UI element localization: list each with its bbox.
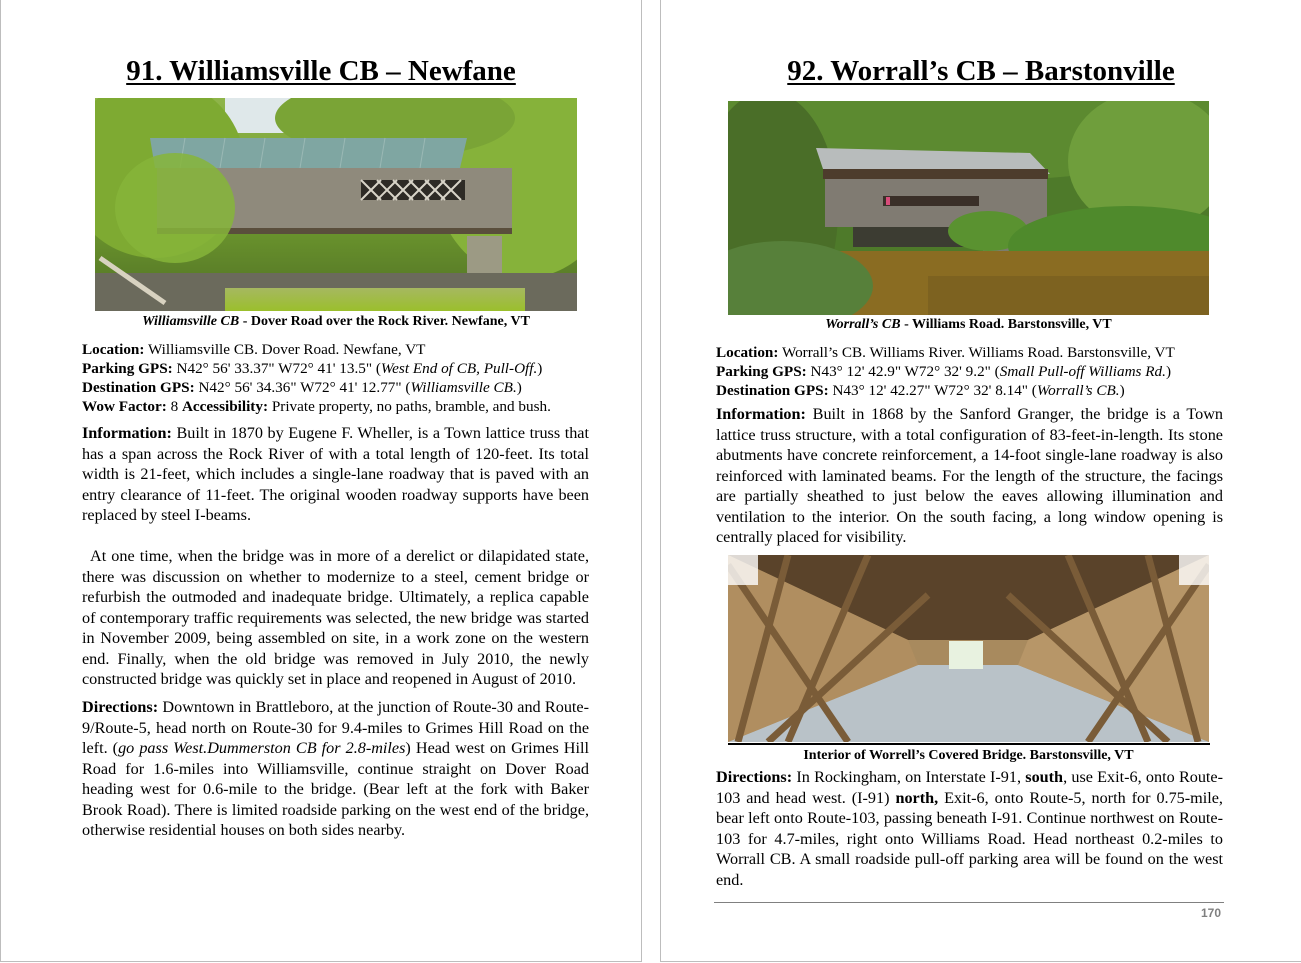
- directions-text: Downtown in Brattleboro, at the junction of Route-30 and Route-9/Route-5, head north on Route-30 for 9.4-miles to Grimes Hill Road on the left. (: [82, 698, 589, 757]
- destination-gps-note: Worrall’s CB.: [1036, 382, 1120, 399]
- information-label: Information:: [82, 424, 172, 442]
- directions-text-3: Exit-6, onto Route-5, north for 0.75-mile, bear left onto Route-103, passing beneath I-91. Continue northwest on Route-103 for 4.7-miles, right onto Williams Road. Head northeast 0.2-miles to Worrall CB. A small roadside pull-off parking area will be found on the west end.: [716, 788, 1223, 889]
- directions-paragraph: [716, 767, 1223, 890]
- left-page: [0, 0, 642, 962]
- parking-gps-note: West End of CB, Pull-Off.: [380, 360, 538, 377]
- accessibility-label: Accessibility:: [181, 398, 269, 415]
- interior-photo: [728, 555, 1209, 742]
- parking-gps-line: [82, 359, 602, 378]
- page-number: 170: [1200, 906, 1221, 920]
- right-page: [660, 0, 1301, 962]
- parking-gps-label: Parking GPS:: [82, 360, 173, 377]
- parking-gps-value: N42° 56' 33.37" W72° 41' 13.5" (: [172, 360, 381, 377]
- accessibility-value: Private property, no paths, bramble, and bush.: [268, 398, 551, 415]
- caption-bridge-name: Worrall’s CB: [825, 317, 901, 332]
- information-text: Built in 1870 by Eugene F. Wheller, is a Town lattice truss that has a span across the Rock River of with a total length of 120-feet. Its total width is 21-feet, which includes a single-lane roadway that is paved with an entry clearance of 11-feet. The original wooden roadway supports have been replaced by steel I-beams.: [82, 424, 589, 524]
- photo-caption: [95, 314, 577, 330]
- bridge-details: [716, 343, 1236, 400]
- directions-label: Directions:: [82, 698, 159, 716]
- parking-gps-close: ): [537, 360, 543, 377]
- caption-text: - Dover Road over the Rock River. Newfane, VT: [239, 314, 530, 329]
- directions-label: Directions:: [716, 768, 793, 786]
- page-title: 91. Williamsville CB – Newfane: [126, 55, 516, 87]
- destination-gps-label: Destination GPS:: [82, 379, 195, 396]
- directions-south: south: [1025, 768, 1064, 786]
- parking-gps-label: Parking GPS:: [716, 363, 807, 380]
- directions-north: north,: [895, 788, 939, 807]
- directions-text: In Rockingham, on Interstate I-91,: [792, 768, 1026, 786]
- directions-paragraph: [82, 697, 589, 841]
- destination-gps-close: ): [1119, 382, 1125, 399]
- information-label: Information:: [716, 405, 806, 423]
- destination-gps-note: Williamsville CB.: [410, 379, 517, 396]
- bridge-interior-image: [728, 555, 1209, 742]
- covered-bridge-photo: [728, 101, 1209, 315]
- caption-bridge-name: Williamsville CB: [142, 314, 240, 329]
- page-title: 92. Worrall’s CB – Barstonville: [787, 55, 1175, 87]
- interior-photo-caption: Interior of Worrell’s Covered Bridge. Barstonsville, VT: [803, 748, 1134, 763]
- image-divider: [728, 743, 1210, 745]
- worralls-bridge-image: [728, 101, 1209, 315]
- covered-bridge-photo: [95, 98, 577, 311]
- location-label: Location:: [82, 341, 145, 358]
- destination-gps-value: N42° 56' 34.36" W72° 41' 12.77" (: [194, 379, 411, 396]
- parking-gps-line: [716, 362, 1236, 381]
- williamsville-bridge-image: [95, 98, 577, 311]
- information-paragraph: [716, 404, 1223, 548]
- location-value: Worrall’s CB. Williams River. Williams Road. Barstonsville, VT: [778, 344, 1175, 361]
- wow-factor-line: [82, 397, 602, 416]
- location-value: Williamsville CB. Dover Road. Newfane, VT: [144, 341, 426, 358]
- destination-gps-label: Destination GPS:: [716, 382, 829, 399]
- destination-gps-value: N43° 12' 42.27" W72° 32' 8.14" (: [828, 382, 1037, 399]
- caption-text: - Williams Road. Barstonsville, VT: [900, 317, 1112, 332]
- location-label: Location:: [716, 344, 779, 361]
- parking-gps-note: Small Pull-off Williams Rd.: [999, 363, 1166, 380]
- footer-divider: [714, 902, 1224, 903]
- information-text: Built in 1868 by the Sanford Granger, the bridge is a Town lattice truss structure, with a total configuration of 83-feet-in-length. Its stone abutments have concrete reinforcement, a 14-foot single-lane roadway is also reinforced with laminated beams. For the length of the structure, the facings are partially sheathed to just below the eaves allowing illumination and ventilation to the interior. On the south facing, a long window opening is centrally placed for visibility.: [716, 405, 1223, 546]
- destination-gps-line: [716, 381, 1236, 400]
- location-line: [82, 340, 602, 359]
- directions-note: go pass West.Dummerston CB for 2.8-miles: [118, 739, 406, 757]
- wow-factor-value: 8: [166, 398, 182, 415]
- parking-gps-value: N43° 12' 42.9" W72° 32' 9.2" (: [806, 363, 1000, 380]
- bridge-details: [82, 340, 602, 416]
- destination-gps-line: [82, 378, 602, 397]
- location-line: [716, 343, 1236, 362]
- directions-text-cont: ) Head west on Grimes Hill Road for 1.6-miles into Williamsville, continue straight on Dover Road heading west for 0.6-mile to the bridge. (Bear left at the fork with Baker Brook Road). There is limited roadside parking on the west end of the bridge, otherwise residential houses on both sides nearby.: [82, 739, 589, 839]
- information-paragraph: [82, 423, 589, 526]
- parking-gps-close: ): [1165, 363, 1171, 380]
- information-paragraph-2: At one time, when the bridge was in more of a derelict or dilapidated state, there was discussion on whether to modernize to a steel, cement bridge or refurbish the outmoded and inadequate bridge. Ultimately, a replica capable of contemporary traffic requirements was selected, the new bridge was started in November 2009, being assembled on site, in a work zone on the western end. Finally, when the old bridge was removed in July 2010, the newly constructed bridge was quickly set in place and reopened in August of 2010.: [82, 547, 589, 688]
- wow-factor-label: Wow Factor:: [82, 398, 167, 415]
- destination-gps-close: ): [516, 379, 522, 396]
- directions-text-2: , use Exit-6, onto Route-103 and head west. (I-91): [716, 768, 1223, 807]
- photo-caption: [728, 317, 1209, 333]
